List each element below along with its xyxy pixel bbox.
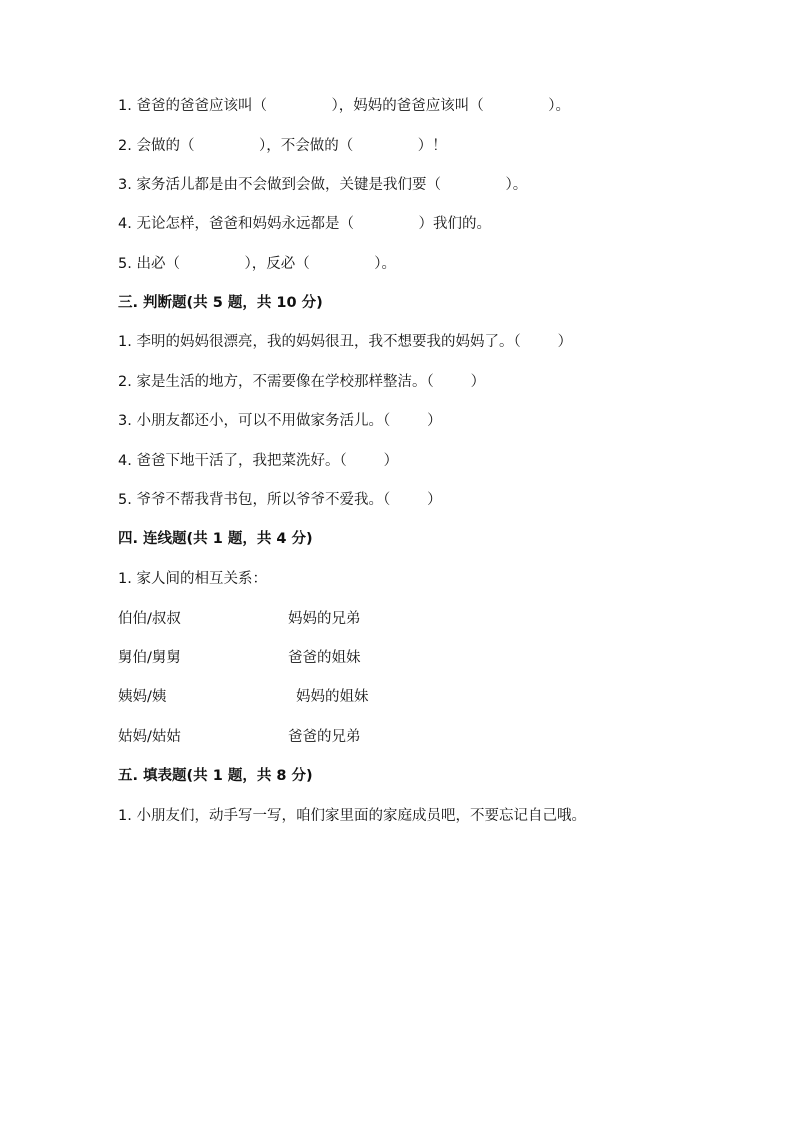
judge-question-1: 1. 李明的妈妈很漂亮，我的妈妈很丑，我不想要我的妈妈了。（ ） [118,334,573,350]
match-left-item: 姨妈/姨 [118,689,167,705]
match-left-item: 伯伯/叔叔 [118,611,181,627]
match-right-item: 爸爸的兄弟 [288,729,361,745]
fill-question-3: 3. 家务活儿都是由不会做到会做，关键是我们要（ ）。 [118,177,528,193]
judge-question-4: 4. 爸爸下地干活了，我把菜洗好。（ ） [118,453,399,469]
match-question: 1. 家人间的相互关系： [118,571,267,587]
judge-question-3: 3. 小朋友都还小，可以不用做家务活儿。（ ） [118,413,442,429]
section-5-title: 五. 填表题(共 1 题，共 8 分) [118,768,313,784]
judge-question-2: 2. 家是生活的地方，不需要像在学校那样整洁。（ ） [118,374,486,390]
judge-question-5: 5. 爷爷不帮我背书包，所以爷爷不爱我。（ ） [118,492,442,508]
match-right-item: 妈妈的姐妹 [296,689,369,705]
table-question: 1. 小朋友们，动手写一写，咱们家里面的家庭成员吧，不要忘记自己哦。 [118,808,586,824]
match-right-item: 爸爸的姐妹 [288,650,361,666]
match-right-item: 妈妈的兄弟 [288,611,361,627]
fill-question-5: 5. 出必（ ），反必（ ）。 [118,256,396,272]
fill-question-2: 2. 会做的（ ），不会做的（ ）！ [118,138,447,154]
match-left-item: 舅伯/舅舅 [118,650,181,666]
fill-question-4: 4. 无论怎样，爸爸和妈妈永远都是（ ）我们的。 [118,216,491,232]
match-left-item: 姑妈/姑姑 [118,729,181,745]
fill-question-1: 1. 爸爸的爸爸应该叫（ ），妈妈的爸爸应该叫（ ）。 [118,98,570,114]
section-3-title: 三. 判断题(共 5 题，共 10 分) [118,295,323,311]
section-4-title: 四. 连线题(共 1 题，共 4 分) [118,531,313,547]
